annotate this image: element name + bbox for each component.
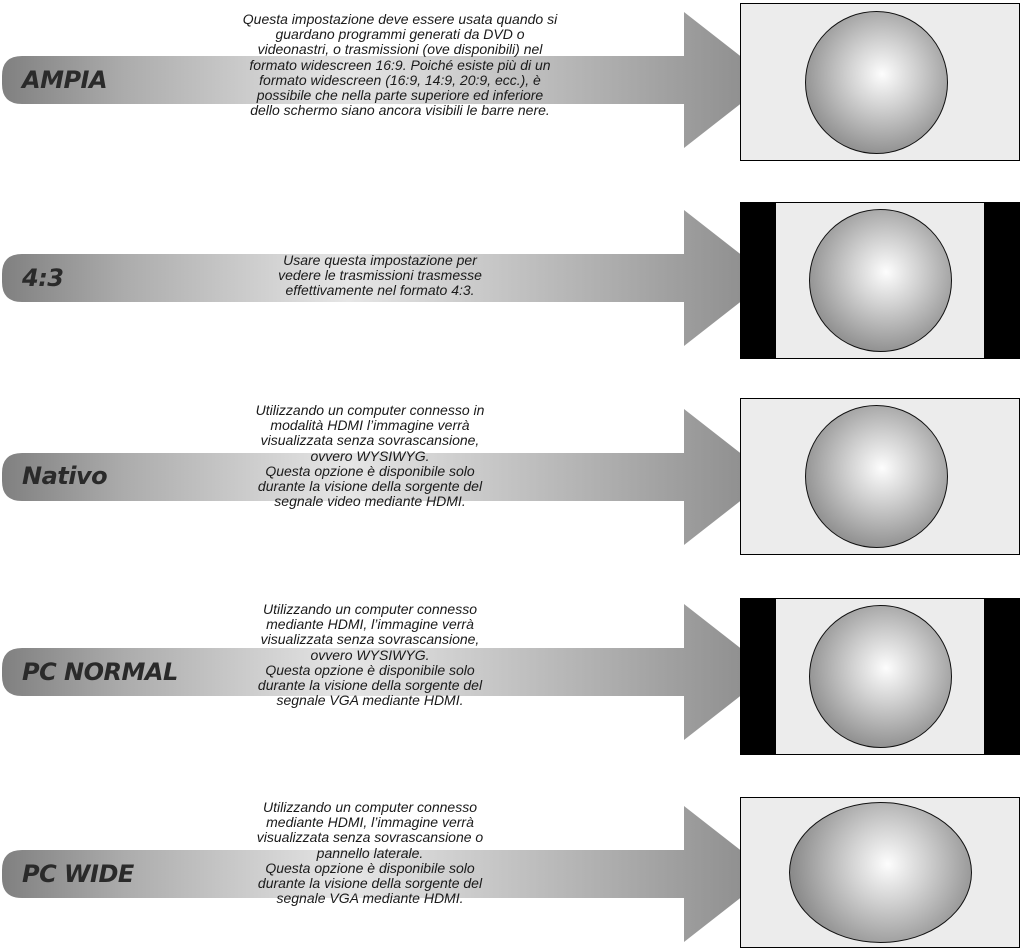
mode-label: 4:3	[22, 264, 64, 292]
mode-description: Utilizzando un computer connesso mediante HDMI, l’immagine verrà visualizzata senza sovrascansione, ovvero WYSIWYG. Questa opzione è disponibile solo durante la visione della sorgente del segnale VGA mediante HDMI.	[257, 601, 483, 709]
mode-label: AMPIA	[22, 66, 108, 94]
preview-ball	[805, 405, 948, 548]
screen-preview	[740, 797, 1020, 948]
mode-row-ampia	[0, 0, 1020, 165]
side-bar-right	[984, 203, 1019, 358]
preview-ball	[809, 209, 952, 352]
preview-ball	[805, 11, 948, 154]
mode-description: Utilizzando un computer connesso in modalità HDMI l’immagine verrà visualizzata senza sovrascansione, ovvero WYSIWYG. Questa opzione è disponibile solo durante la visione della sorgente del segnale video mediante HDMI.	[255, 402, 485, 510]
screen-preview	[740, 398, 1020, 555]
mode-row-pc-wide	[0, 790, 1020, 951]
mode-description: Utilizzando un computer connesso mediante HDMI, l’immagine verrà visualizzata senza sovrascansione o pannello laterale. Questa opzione è disponibile solo durante la visione della sorgente del segnale VGA mediante HDMI.	[256, 799, 484, 907]
mode-row-pc-normal	[0, 592, 1020, 757]
screen-preview	[740, 3, 1020, 161]
preview-ball	[809, 605, 952, 748]
mode-description: Questa impostazione deve essere usata quando si guardano programmi generati da DVD o videonastri, o trasmissioni (ove disponibili) nel formato widescreen 16:9. Poiché esiste più di un formato widescreen (16:9, 14:9, 20:9, ecc.), è possibile che nella parte superiore ed inferiore dello schermo siano ancora visibili le barre nere.	[242, 11, 558, 119]
screen-preview	[740, 598, 1020, 755]
mode-label: PC WIDE	[22, 860, 134, 888]
mode-row-nativo	[0, 395, 1020, 560]
side-bar-left	[741, 203, 776, 358]
screen-preview	[740, 202, 1020, 359]
mode-label: Nativo	[22, 462, 108, 490]
preview-ball	[789, 802, 972, 943]
mode-description: Usare questa impostazione per vedere le trasmissioni trasmesse effettivamente nel formato 4:3.	[278, 252, 482, 299]
side-bar-left	[741, 599, 776, 754]
mode-row-4-3	[0, 200, 1020, 360]
mode-label: PC NORMAL	[22, 658, 178, 686]
side-bar-right	[984, 599, 1019, 754]
